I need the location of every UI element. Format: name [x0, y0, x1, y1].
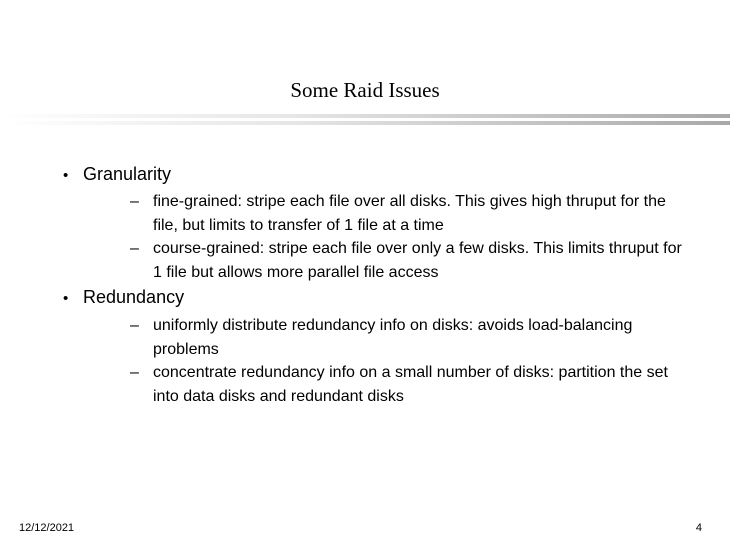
dash-icon: –	[130, 193, 139, 210]
sub-bullet-text: concentrate redundancy info on a small number of disks: partition the set into data disks and redundant disks	[153, 364, 668, 405]
bullet-icon: •	[63, 290, 69, 307]
bullet-label: Redundancy	[83, 287, 185, 307]
bullet-granularity	[63, 164, 171, 185]
title-rule	[0, 114, 730, 118]
title-rule	[0, 121, 730, 125]
sub-bullet	[130, 314, 690, 362]
slide-title: Some Raid Issues	[290, 78, 440, 102]
dash-icon: –	[130, 240, 139, 257]
sub-bullet	[130, 190, 690, 238]
sub-bullet-text: fine-grained: stripe each file over all disks. This gives high thruput for the file, but limits to transfer of 1 file at a time	[153, 193, 666, 234]
bullet-icon: •	[63, 167, 69, 184]
sub-bullet-text: uniformly distribute redundancy info on disks: avoids load-balancing problems	[153, 317, 633, 358]
page-number: 4	[695, 522, 702, 534]
dash-icon: –	[130, 317, 139, 334]
bullet-label: Granularity	[83, 164, 172, 184]
sub-bullet	[130, 237, 690, 285]
sub-bullet	[130, 361, 690, 409]
sub-bullet-text: course-grained: stripe each file over only a few disks. This limits thruput for 1 file but allows more parallel file access	[153, 240, 682, 281]
dash-icon: –	[130, 364, 139, 381]
bullet-redundancy	[63, 287, 184, 308]
footer-date: 12/12/2021	[19, 522, 75, 534]
